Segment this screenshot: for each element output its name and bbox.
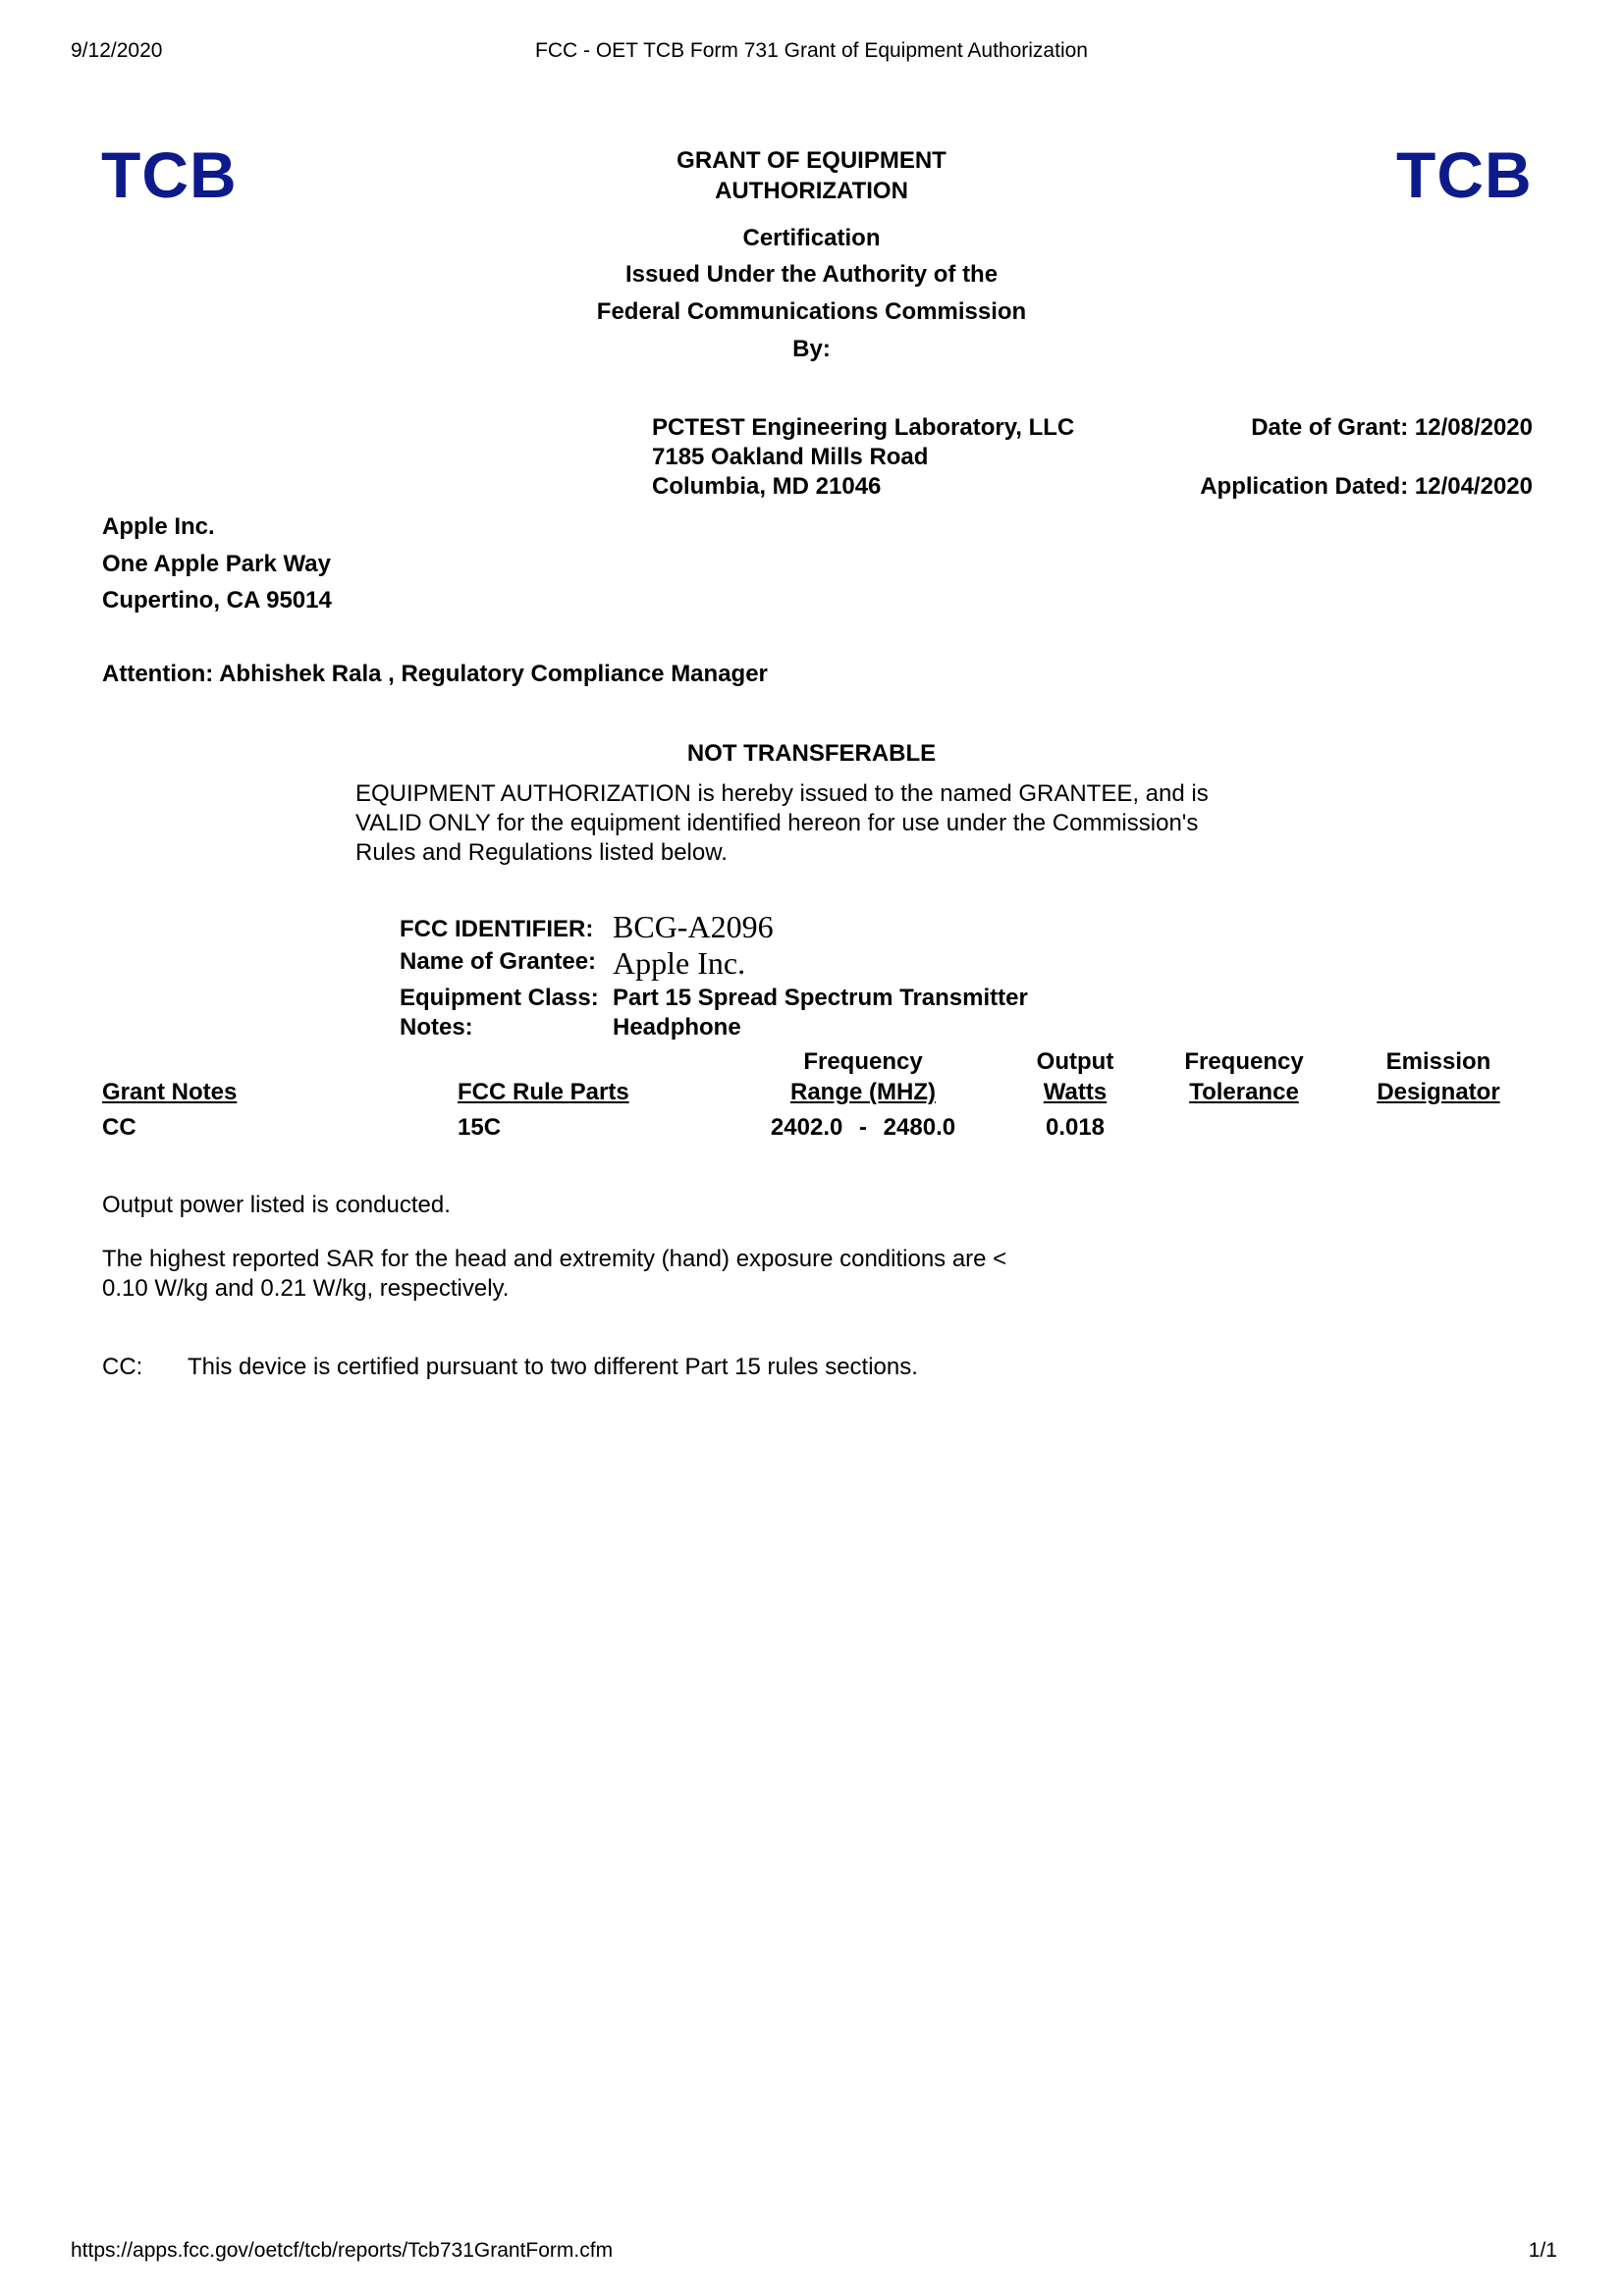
by-label: By: bbox=[792, 336, 831, 362]
row-grant-notes: CC bbox=[102, 1114, 136, 1141]
col-emission-designator-bottom: Designator bbox=[1377, 1079, 1500, 1105]
grantee-city: Cupertino, CA 95014 bbox=[102, 587, 332, 614]
col-frequency-range-bottom: Range (MHZ) bbox=[790, 1079, 936, 1105]
grant-heading-line1: GRANT OF EQUIPMENT bbox=[676, 147, 947, 174]
col-frequency-tolerance-bottom: Tolerance bbox=[1189, 1079, 1299, 1105]
notes-label: Notes: bbox=[400, 1014, 473, 1041]
issued-under-label: Issued Under the Authority of the bbox=[624, 261, 999, 288]
cc-label: CC: bbox=[102, 1354, 143, 1380]
commission-label: Federal Communications Commission bbox=[596, 298, 1027, 325]
row-rule-parts: 15C bbox=[458, 1114, 502, 1141]
grant-heading-line2: AUTHORIZATION bbox=[715, 178, 908, 204]
attention-line: Attention: Abhishek Rala , Regulatory Compliance Manager bbox=[102, 661, 768, 687]
fcc-id-label: FCC IDENTIFIER: bbox=[400, 916, 594, 942]
col-grant-notes-label: Grant Notes bbox=[102, 1079, 238, 1105]
row-freq-sep: - bbox=[859, 1114, 867, 1141]
row-frequency-range bbox=[765, 1114, 961, 1142]
sar-note-line1: The highest reported SAR for the head and extremity (hand) exposure conditions are < bbox=[102, 1246, 1007, 1272]
not-transferable-label: NOT TRANSFERABLE bbox=[686, 740, 937, 767]
col-frequency-tolerance-top: Frequency bbox=[1184, 1048, 1304, 1075]
col-rule-parts-label: FCC Rule Parts bbox=[458, 1079, 629, 1105]
tcb-logo-left: TCB bbox=[101, 138, 238, 211]
grantee-value: Apple Inc. bbox=[613, 945, 746, 981]
print-date: 9/12/2020 bbox=[71, 39, 163, 62]
col-grant-notes bbox=[102, 1077, 237, 1107]
row-freq-high: 2480.0 bbox=[883, 1114, 956, 1141]
col-output-watts-bottom: Watts bbox=[1043, 1079, 1108, 1105]
notes-value: Headphone bbox=[613, 1014, 741, 1041]
col-rule-parts bbox=[458, 1077, 629, 1107]
print-title: FCC - OET TCB Form 731 Grant of Equipment Authorization bbox=[535, 39, 1088, 62]
print-url: https://apps.fcc.gov/oetcf/tcb/reports/Tcb731GrantForm.cfm bbox=[71, 2239, 614, 2262]
tcb-org-name: PCTEST Engineering Laboratory, LLC bbox=[652, 414, 1075, 441]
col-output-watts bbox=[1011, 1046, 1139, 1107]
tcb-org-address1: 7185 Oakland Mills Road bbox=[652, 444, 929, 470]
tcb-logo-right: TCB bbox=[1396, 138, 1533, 211]
tcb-org-address2: Columbia, MD 21046 bbox=[652, 473, 882, 500]
authorization-text-line2: VALID ONLY for the equipment identified hereon for use under the Commission's bbox=[355, 810, 1199, 836]
print-page-number: 1/1 bbox=[1528, 2239, 1557, 2262]
col-frequency-range bbox=[765, 1046, 961, 1107]
col-emission-designator bbox=[1355, 1046, 1522, 1107]
col-output-watts-top: Output bbox=[1036, 1048, 1114, 1075]
col-emission-designator-top: Emission bbox=[1385, 1048, 1491, 1075]
certification-label: Certification bbox=[742, 225, 881, 251]
grantee-label: Name of Grantee: bbox=[400, 948, 597, 975]
grantee-name: Apple Inc. bbox=[102, 513, 215, 540]
col-frequency-tolerance bbox=[1161, 1046, 1327, 1107]
application-dated: Application Dated: 12/04/2020 bbox=[1200, 473, 1533, 500]
fcc-id-value: BCG-A2096 bbox=[613, 909, 774, 944]
sar-note-line2: 0.10 W/kg and 0.21 W/kg, respectively. bbox=[102, 1275, 510, 1302]
authorization-text-line1: EQUIPMENT AUTHORIZATION is hereby issued to the named GRANTEE, and is bbox=[355, 780, 1209, 807]
col-frequency-range-top: Frequency bbox=[803, 1048, 923, 1075]
equipment-class-value: Part 15 Spread Spectrum Transmitter bbox=[613, 985, 1028, 1011]
row-output-watts: 0.018 bbox=[1045, 1114, 1106, 1141]
grantee-street: One Apple Park Way bbox=[102, 551, 331, 577]
equipment-class-label: Equipment Class: bbox=[400, 985, 599, 1011]
date-of-grant: Date of Grant: 12/08/2020 bbox=[1251, 414, 1533, 441]
cc-note-text: This device is certified pursuant to two different Part 15 rules sections. bbox=[188, 1354, 918, 1380]
output-power-note: Output power listed is conducted. bbox=[102, 1192, 451, 1218]
row-freq-low: 2402.0 bbox=[770, 1114, 843, 1141]
authorization-text-line3: Rules and Regulations listed below. bbox=[355, 839, 728, 866]
